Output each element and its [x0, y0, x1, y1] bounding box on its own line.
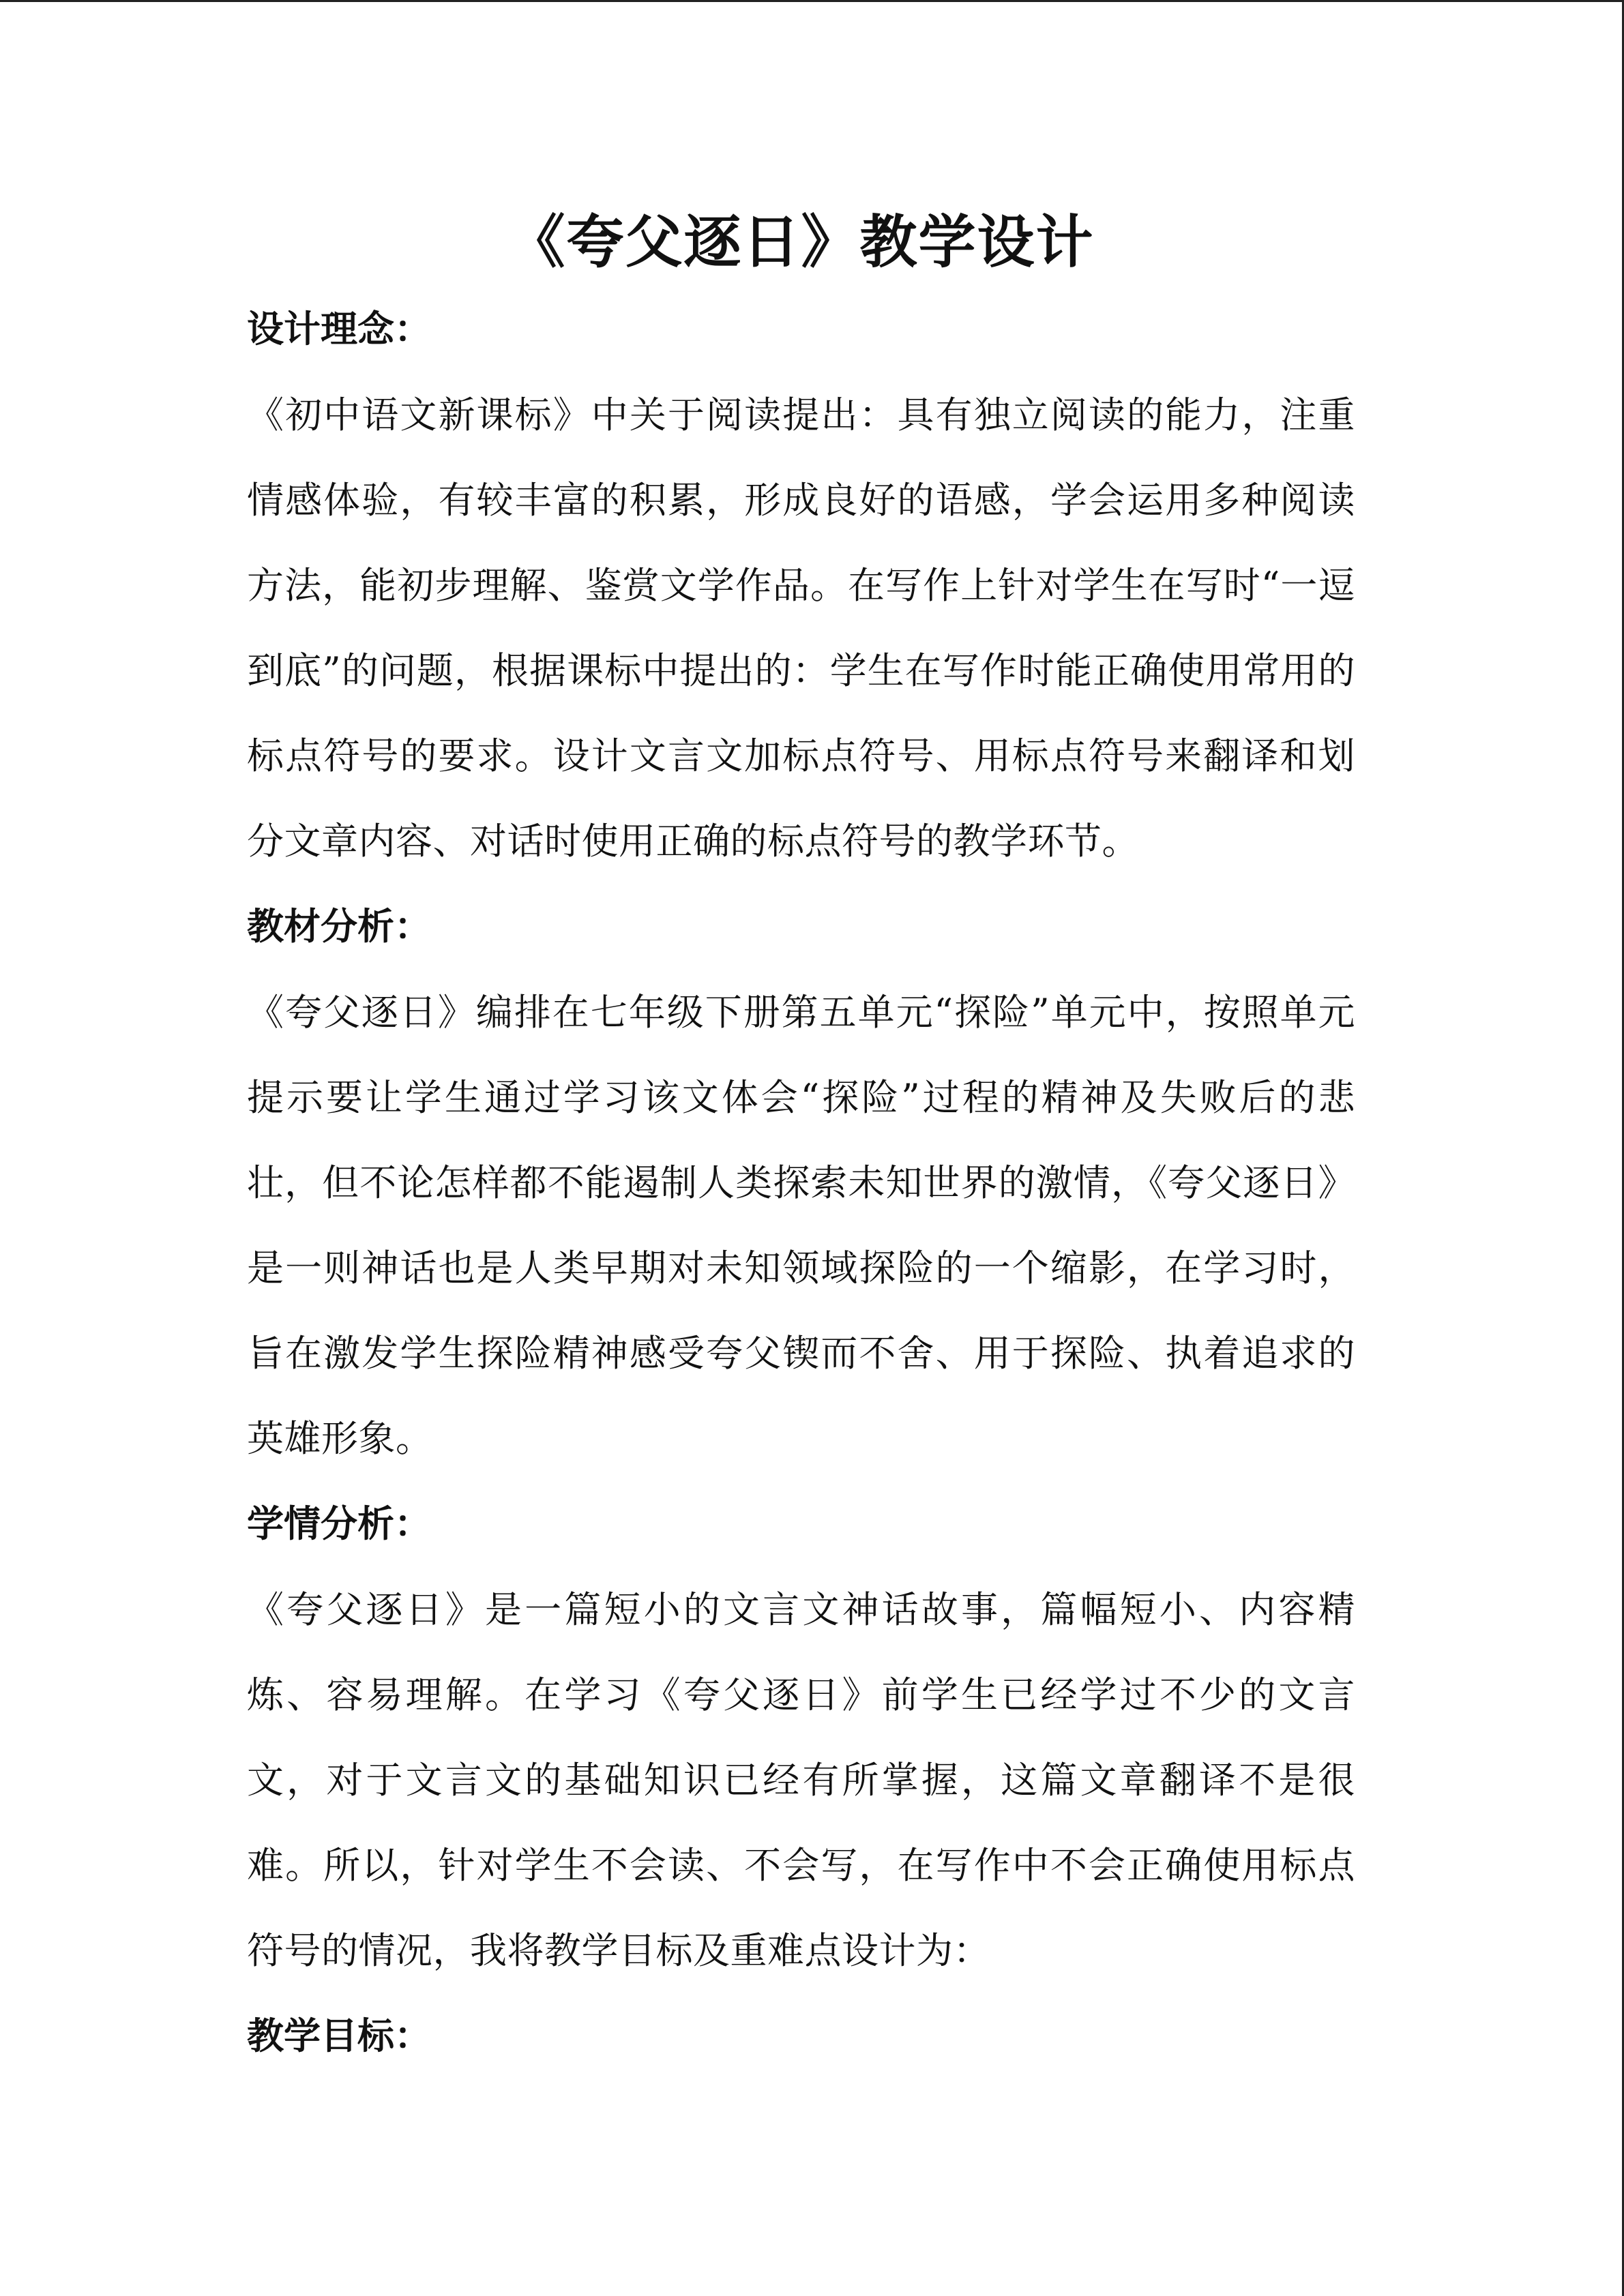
section-heading-student-analysis: 学情分析： [247, 1502, 431, 1545]
section-body-student-analysis: 《夸父逐日》是一篇短小的文言文神话故事，篇幅短小、内容精炼、容易理解。在学习《夸父逐日》前学生已经学过不少的文言文，对于文言文的基础知识已经有所掌握，这篇文章翻译不是很难。所以，针对学生不会读、不会写，在写作中不会正确使用标点符号的情况，我将教学目标及重难点设计为： [247, 1588, 1355, 1972]
document-body [247, 198, 1355, 2079]
section-heading-teaching-goals: 教学目标： [247, 2014, 431, 2057]
section-heading-design-concept: 设计理念： [247, 308, 431, 351]
section-body-textbook-analysis: 《夸父逐日》编排在七年级下册第五单元“探险”单元中，按照单元提示要让学生通过学习该文体会“探险”过程的精神及失败后的悲壮，但不论怎样都不能遏制人类探索未知世界的激情，《夸父逐日》是一则神话也是人类早期对未知领域探险的一个缩影，在学习时，旨在激发学生探险精神感受夸父锲而不舍、用于探险、执着追求的英雄形象。 [247, 991, 1355, 1460]
section-heading-textbook-analysis: 教材分析： [247, 905, 431, 948]
section-body-design-concept: 《初中语文新课标》中关于阅读提出：具有独立阅读的能力，注重情感体验，有较丰富的积累，形成良好的语感，学会运用多种阅读方法，能初步理解、鉴赏文学作品。在写作上针对学生在写时“一逗到底”的问题，根据课标中提出的：学生在写作时能正确使用常用的标点符号的要求。设计文言文加标点符号、用标点符号来翻译和划分文章内容、对话时使用正确的标点符号的教学环节。 [247, 393, 1355, 863]
document-title: 《夸父逐日》教学设计 [507, 209, 1095, 275]
